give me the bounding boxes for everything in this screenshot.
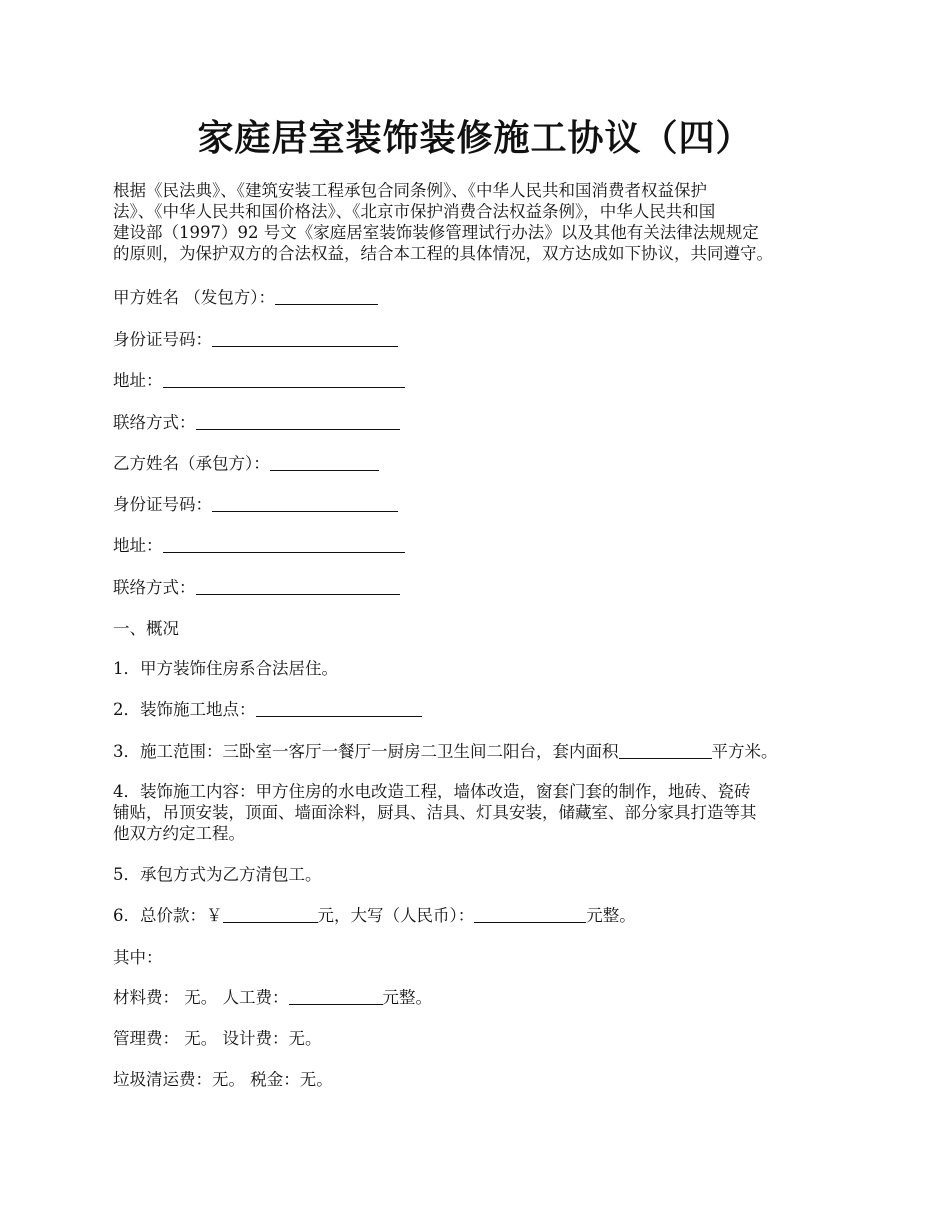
party-a-id-blank[interactable]	[212, 330, 398, 347]
clause-4-line: 4．装饰施工内容：甲方住房的水电改造工程，墙体改造，窗套门套的制作，地砖、瓷砖	[113, 782, 751, 801]
clause-6-suffix: 元整。	[586, 906, 636, 925]
clause-4-line: 铺贴，吊顶安装，顶面、墙面涂料，厨具、洁具、灯具安装，储藏室、部分家具打造等其	[113, 803, 757, 822]
party-b-address-field	[113, 535, 405, 556]
party-b-address-label: 地址：	[113, 536, 163, 555]
labor-fee-unit: 元整。	[382, 988, 432, 1007]
document-title: 家庭居室装饰装修施工协议（四）	[197, 117, 753, 159]
clause-1: 1．甲方装饰住房系合法居住。	[113, 659, 338, 678]
intro-line: 法》、《中华人民共和国价格法》、《北京市保护消费合法权益条例》，中华人民共和国	[113, 202, 716, 221]
among-label: 其中：	[113, 948, 163, 967]
party-a-address-blank[interactable]	[163, 371, 405, 388]
clause-4	[113, 781, 853, 844]
party-a-name-label: 甲方姓名 （发包方）：	[113, 288, 275, 307]
party-a-contact-blank[interactable]	[196, 413, 400, 430]
labor-fee-blank[interactable]	[289, 988, 383, 1005]
party-b-id-blank[interactable]	[212, 495, 398, 512]
party-b-contact-label: 联络方式：	[113, 578, 196, 597]
material-fee-text: 材料费： 无。 人工费：	[113, 988, 289, 1007]
party-a-contact-label: 联络方式：	[113, 413, 196, 432]
party-b-contact-blank[interactable]	[196, 578, 400, 595]
party-b-id-label: 身份证号码：	[113, 495, 212, 514]
party-a-address-label: 地址：	[113, 371, 163, 390]
party-b-name-blank[interactable]	[270, 454, 379, 471]
fee-line-material	[113, 987, 432, 1008]
clause-3	[113, 741, 778, 762]
total-price-words-blank[interactable]	[474, 906, 586, 923]
intro-line: 的原则，为保护双方的合法权益，结合本工程的具体情况，双方达成如下协议，共同遵守。	[113, 244, 773, 263]
section-heading-overview: 一、概况	[113, 619, 179, 638]
party-b-address-blank[interactable]	[163, 536, 405, 553]
total-price-blank[interactable]	[223, 906, 318, 923]
party-a-address-field	[113, 370, 405, 391]
construction-site-blank[interactable]	[256, 700, 422, 717]
party-b-id-field	[113, 494, 398, 515]
party-a-name-field	[113, 287, 378, 308]
intro-paragraph	[113, 180, 853, 264]
intro-line: 建设部（1997）92 号文《家庭居室装饰装修管理试行办法》以及其他有关法律法规规定	[113, 223, 759, 242]
fee-line-garbage: 垃圾清运费：无。 税金：无。	[113, 1070, 333, 1089]
area-blank[interactable]	[619, 742, 712, 759]
party-a-id-field	[113, 329, 398, 350]
clause-4-line: 他双方约定工程。	[113, 824, 245, 843]
clause-2	[113, 699, 422, 720]
clause-6-prefix: 6．总价款：￥	[113, 906, 223, 925]
party-b-name-label: 乙方姓名（承包方）：	[113, 454, 270, 473]
clause-2-label: 2．装饰施工地点：	[113, 700, 256, 719]
clause-6-mid: 元，大写（人民币）：	[317, 906, 475, 925]
party-b-contact-field	[113, 577, 400, 598]
clause-5: 5．承包方式为乙方清包工。	[113, 865, 322, 884]
party-a-id-label: 身份证号码：	[113, 330, 212, 349]
party-a-contact-field	[113, 412, 400, 433]
clause-3-unit: 平方米。	[711, 742, 778, 761]
intro-line: 根据《民法典》、《建筑安装工程承包合同条例》、《中华人民共和国消费者权益保护	[113, 181, 707, 200]
fee-line-management: 管理费： 无。 设计费：无。	[113, 1029, 322, 1048]
clause-3-text: 3．施工范围：三卧室一客厅一餐厅一厨房二卫生间二阳台，套内面积	[113, 742, 619, 761]
clause-6	[113, 905, 636, 926]
party-b-name-field	[113, 453, 379, 474]
party-a-name-blank[interactable]	[275, 288, 378, 305]
